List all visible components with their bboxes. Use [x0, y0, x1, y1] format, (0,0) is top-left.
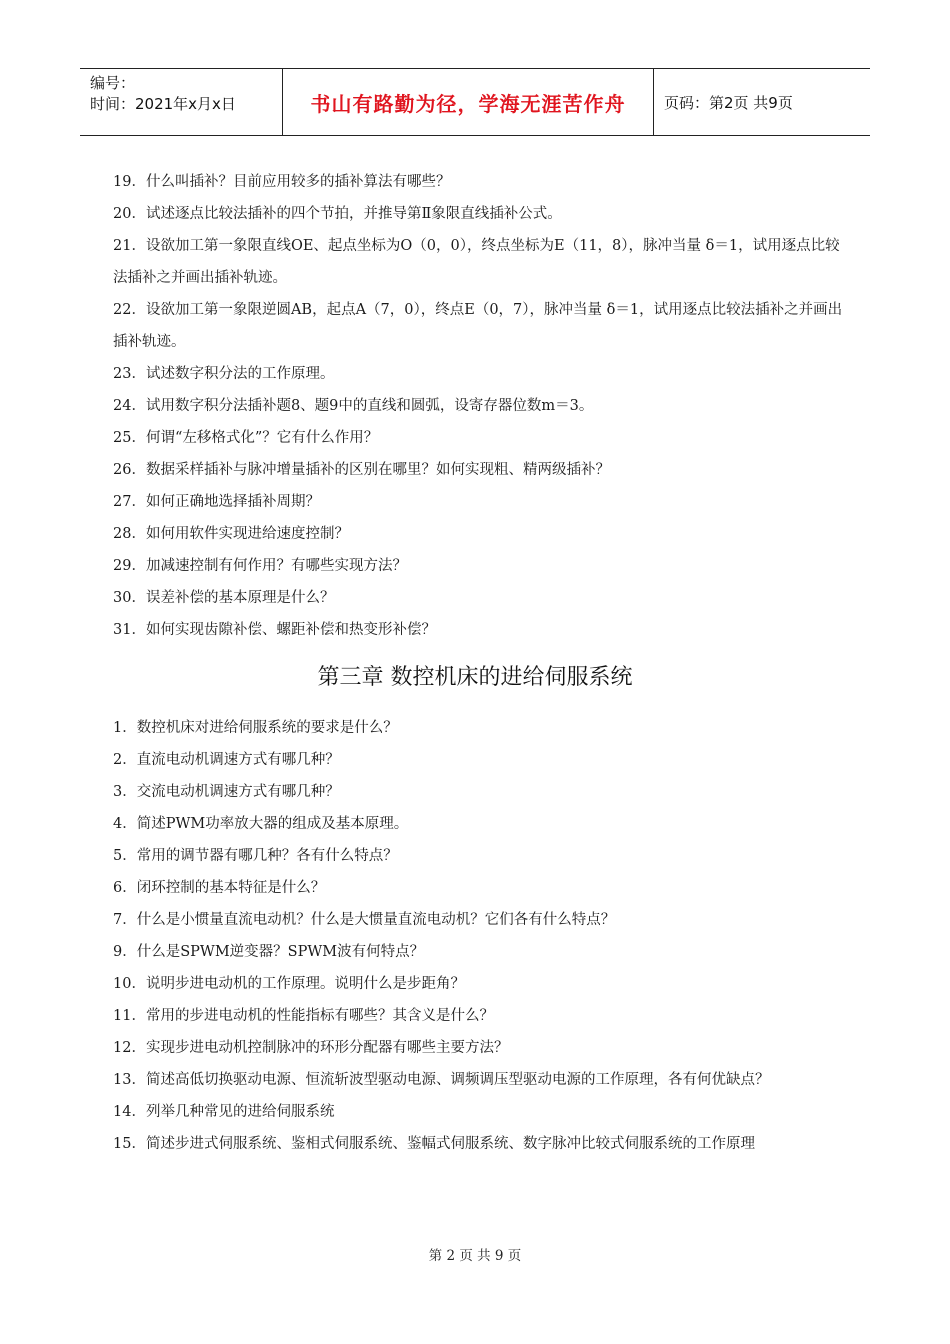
question-item: 30．误差补偿的基本原理是什么？ — [113, 590, 335, 606]
question-item: 31．如何实现齿隙补偿、螺距补偿和热变形补偿？ — [113, 622, 436, 638]
question-item: 10．说明步进电动机的工作原理。说明什么是步距角？ — [113, 976, 465, 992]
question-item: 19．什么叫插补？目前应用较多的插补算法有哪些？ — [113, 174, 451, 190]
header-motto: 书山有路勤为径，学海无涯苦作舟 — [282, 69, 654, 135]
question-item: 4．简述PWM功率放大器的组成及基本原理。 — [113, 816, 409, 832]
question-item: 25．何谓“左移格式化”？它有什么作用？ — [113, 430, 379, 446]
number-label: 编号： — [90, 74, 136, 92]
question-item: 3．交流电动机调速方式有哪几种？ — [113, 784, 340, 800]
question-item: 7．什么是小惯量直流电动机？什么是大惯量直流电动机？它们各有什么特点？ — [113, 912, 616, 928]
question-item: 14．列举几种常见的进给伺服系统 — [113, 1104, 335, 1120]
page-header — [80, 68, 870, 136]
question-item: 27．如何正确地选择插补周期？ — [113, 494, 320, 510]
question-item: 22．设欲加工第一象限逆圆AB，起点A（7，0），终点E（0，7），脉冲当量 δ＝1，试用逐点比较法插补之并画出插补轨迹。 — [113, 302, 843, 350]
question-list-servo — [113, 712, 843, 1160]
question-item: 29．加减速控制有何作用？有哪些实现方法？ — [113, 558, 407, 574]
question-item: 15．简述步进式伺服系统、鉴相式伺服系统、鉴幅式伺服系统、数字脉冲比较式伺服系统的工作原理 — [113, 1136, 755, 1152]
page-footer: 第 2 页 共 9 页 — [428, 1248, 522, 1264]
question-item: 26．数据采样插补与脉冲增量插补的区别在哪里？如何实现粗、精两级插补？ — [113, 462, 610, 478]
question-item: 20．试述逐点比较法插补的四个节拍，并推导第Ⅱ象限直线插补公式。 — [113, 206, 562, 222]
question-item: 6．闭环控制的基本特征是什么？ — [113, 880, 326, 896]
question-item: 9．什么是SPWM逆变器？SPWM波有何特点？ — [113, 944, 425, 960]
question-item: 28．如何用软件实现进给速度控制？ — [113, 526, 349, 542]
question-item: 13．简述高低切换驱动电源、恒流斩波型驱动电源、调频调压型驱动电源的工作原理，各有何优缺点？ — [113, 1072, 770, 1088]
chapter-title: 第三章 数控机床的进给伺服系统 — [317, 665, 633, 690]
question-item: 2．直流电动机调速方式有哪几种？ — [113, 752, 340, 768]
header-meta — [80, 69, 282, 135]
question-item: 5．常用的调节器有哪几种？各有什么特点？ — [113, 848, 398, 864]
question-item: 23．试述数字积分法的工作原理。 — [113, 366, 335, 382]
question-item: 24．试用数字积分法插补题8、题9中的直线和圆弧，设寄存器位数m＝3。 — [113, 398, 594, 414]
question-item: 1．数控机床对进给伺服系统的要求是什么？ — [113, 720, 398, 736]
question-item: 11．常用的步进电动机的性能指标有哪些？其含义是什么？ — [113, 1008, 494, 1024]
time-label: 时间：2021年x月x日 — [90, 95, 236, 113]
header-page-info: 页码：第2页 共9页 — [664, 93, 793, 112]
question-item: 21．设欲加工第一象限直线OE、起点坐标为O（0，0），终点坐标为E（11，8），脉冲当量 δ＝1，试用逐点比较法插补之并画出插补轨迹。 — [113, 238, 840, 286]
question-list-interpolation — [113, 166, 843, 646]
question-item: 12．实现步进电动机控制脉冲的环形分配器有哪些主要方法？ — [113, 1040, 509, 1056]
